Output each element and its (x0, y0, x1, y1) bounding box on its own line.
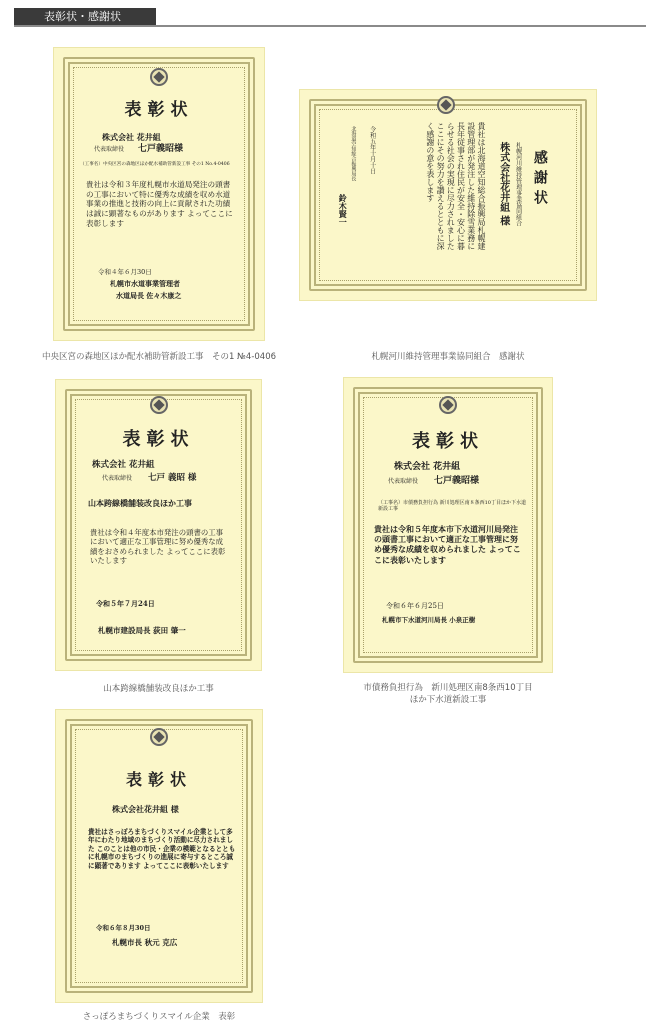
certificate-rep-role: 代表取締役 (94, 146, 125, 153)
certificate-title: 表彰状 (124, 100, 194, 120)
certificate-title: 感謝状 (531, 150, 548, 210)
certificate-issuer: 札幌市長 秋元 克広 (112, 938, 178, 947)
city-emblem-icon (439, 396, 457, 414)
certificate-date: 令和６年６月25日 (386, 602, 444, 610)
certificate-issuer: 札幌市下水道河川局長 小泉正樹 (382, 616, 476, 624)
certificate-caption: 中央区宮の森地区ほか配水補助管新設工事 その1 №4-0406 (41, 352, 277, 362)
certificate-caption: さっぽろまちづくりスマイル企業 表彰 (82, 1012, 236, 1022)
certificate-company: 株式会社 花井組 (92, 460, 155, 470)
certificate-body: 貴社は令和３年度札幌市水道局発注の頭書の工事において特に優秀な成績を収め水道事業の推進と技術の向上に貢献された功績は誠に顕著なものがあります よってここに表彰します (86, 180, 233, 228)
flower-emblem-icon (437, 96, 455, 114)
certificate-card-3 (56, 380, 261, 694)
certificate-image-3[interactable] (56, 380, 261, 670)
certificate-date: 令和６年８月30日 (96, 924, 151, 932)
certificate-title: 表彰状 (122, 429, 195, 450)
certificate-title: 表彰状 (125, 770, 192, 789)
certificate-body: 貴社は北海道空知総合振興局札幌建設管理部が発注した維持除雪業務に長年従事され住民が安全・安心に暮らせる社会の実現に尽力されましたここにその努力を讃えるとともに深く感謝の意を表します (425, 122, 486, 250)
certificate-rep-name: 七戸 義昭 様 (148, 473, 197, 483)
certificate-image-1[interactable] (54, 48, 264, 340)
certificate-date: 令和五年十月十日 (368, 126, 376, 174)
city-emblem-icon (150, 728, 168, 746)
certificate-image-2[interactable] (300, 90, 596, 300)
city-emblem-icon (150, 68, 168, 86)
header-divider (14, 25, 646, 27)
section-header (14, 8, 646, 26)
certificate-caption: 山本跨線橋舗装改良ほか工事 (103, 684, 214, 694)
certificate-project: （工事名）中央区宮の森地区ほか配水補助管新設工事 その1 No.4-0406 (80, 162, 230, 167)
certificate-date: 令和５年７月24日 (96, 599, 155, 608)
certificate-caption: 札幌河川維持管理事業協同組合 感謝状 (371, 352, 525, 362)
certificate-recipient-org: 札幌河川維持管理事業協同組合 (514, 142, 522, 226)
certificate-body: 貴社は令和４年度本市発注の頭書の工事において適正な工事管理に努め優秀な成績をおさめられました よってここに表彰いたします (90, 528, 226, 566)
section-title: 表彰状・感謝状 (14, 8, 156, 26)
certificate-company: 株式会社 花井組 (102, 132, 161, 142)
certificate-title: 表彰状 (412, 431, 484, 452)
certificate-issuer: 水道局長 佐々木康之 (116, 291, 182, 300)
certificate-rep-name: 七戸義昭様 (434, 476, 480, 486)
certificate-company: 株式会社花井組 様 (112, 804, 179, 814)
certificate-issuer-org: 北海道空知総合振興局長 (350, 126, 357, 181)
certificate-issuer: 鈴木賢一 (338, 194, 349, 226)
certificate-card-1 (41, 48, 277, 362)
certificate-company: 株式会社 花井組 (394, 462, 461, 472)
certificate-card-4 (344, 378, 552, 706)
certificate-body: 貴社は令和５年度本市下水道河川局発注の頭書工事において適正な工事管理に努め優秀な成績を収められました よってここに表彰いたします (374, 524, 521, 565)
certificate-rep-role: 代表取締役 (388, 478, 419, 485)
certificate-issuer-org: 札幌市水道事業管理者 (110, 279, 180, 288)
certificate-image-4[interactable] (344, 378, 552, 672)
certificate-rep-name: 七戸義昭様 (138, 144, 184, 154)
city-emblem-icon (150, 396, 168, 414)
certificate-image-5[interactable] (56, 710, 262, 1002)
certificate-caption: 市債務負担行為 新川処理区南8条西10丁目 ほか下水道新設工事 (363, 683, 533, 706)
certificate-card-2 (300, 90, 596, 362)
certificate-project: （工事名）市債務負担行為 新川処理区南８条西10丁目ほか下水道新設工事 (378, 500, 526, 513)
certificate-body: 貴社はさっぽろまちづくりスマイル企業として多年にわたり地域のまちづくり活動に尽力されました このことは他の市民・企業の模範となるとともに札幌市のまちづくりの進展に寄与するところ誠に顕著であります よってここに表彰いたします (88, 828, 236, 870)
certificate-card-5 (56, 710, 262, 1022)
certificate-issuer: 札幌市建設局長 荻田 肇一 (98, 626, 186, 635)
certificate-rep-role: 代表取締役 (102, 475, 133, 482)
certificate-project: 山本跨線橋舗装改良ほか工事 (88, 498, 192, 508)
certificate-date: 令和４年６月30日 (98, 268, 152, 276)
certificate-company: 株式会社花井組 様 (497, 142, 509, 226)
